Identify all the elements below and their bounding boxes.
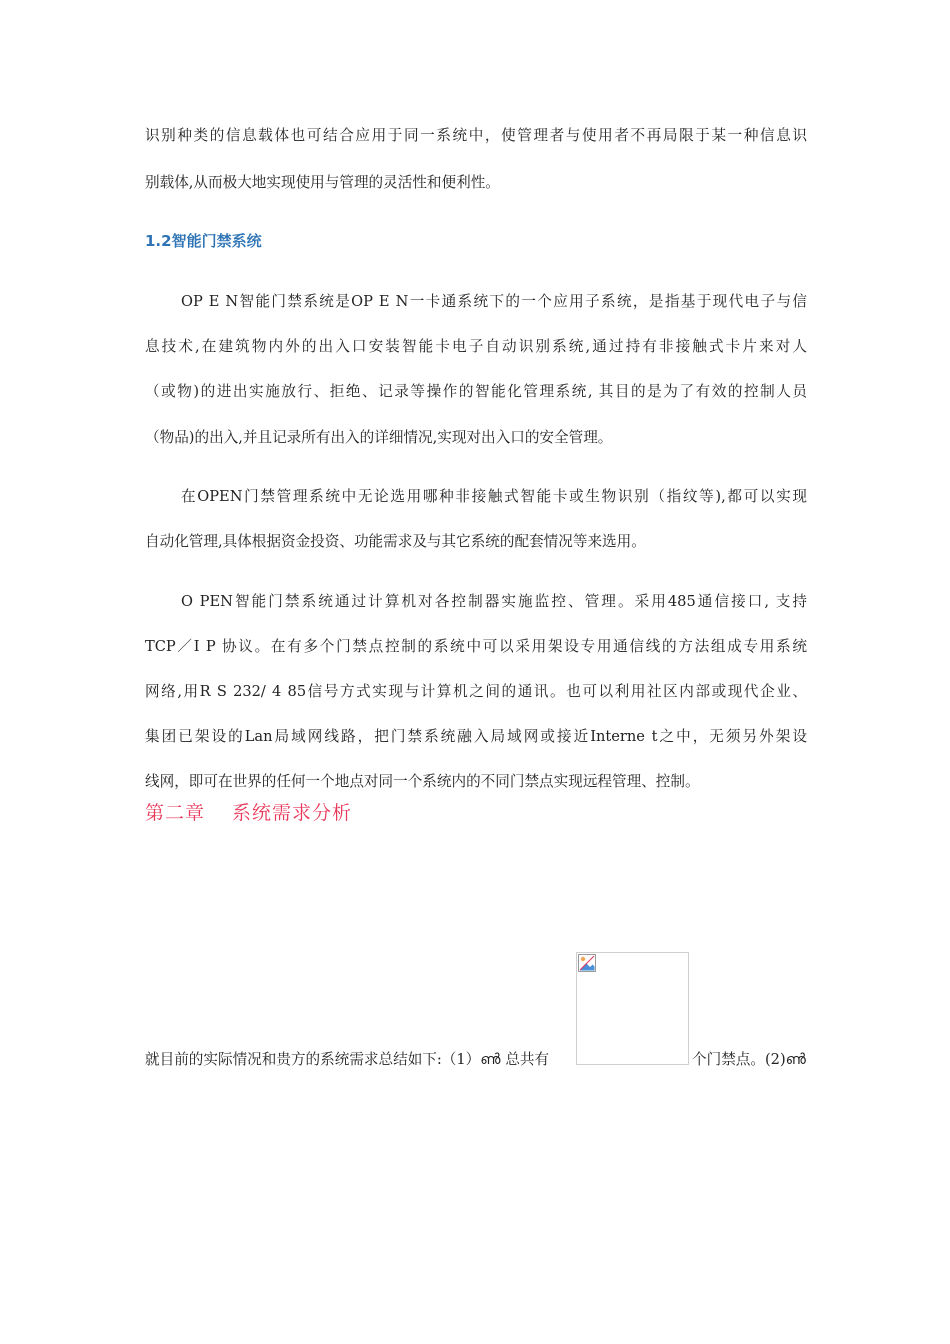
paragraph-1-line-1: 识别种类的信息载体也可结合应用于同一系统中，使管理者与使用者不再局限于某一种信息识 xyxy=(145,127,807,144)
paragraph-4-line-4: 集团已架设的Lan局域网线路，把门禁系统融入局域网或接近Interne t之中，无须另外架设 xyxy=(145,728,807,745)
chapter-2-heading: 第二章 系统需求分析 xyxy=(145,802,353,824)
paragraph-2-line-2: 息技术,在建筑物内外的出入口安装智能卡电子自动识别系统,通过持有非接触式卡片来对人 xyxy=(145,338,807,355)
paragraph-3-line-1: 在OPEN门禁管理系统中无论选用哪种非接触式智能卡或生物识别（指纹等),都可以实现 xyxy=(181,488,807,505)
paragraph-4-line-2: TCP／I P 协议。在有多个门禁点控制的系统中可以采用架设专用通信线的方法组成专用系统 xyxy=(145,638,807,655)
summary-line-right: 个门禁点。(2)ൺ xyxy=(692,1051,807,1068)
broken-image-icon xyxy=(578,954,596,972)
section-heading-1-2: 1.2智能门禁系统 xyxy=(145,232,262,250)
paragraph-4-line-3: 网络,用R S 232/ 4 85信号方式实现与计算机之间的通讯。也可以利用社区内部或现代企业、 xyxy=(145,683,807,700)
paragraph-3-line-2: 自动化管理,具体根据资金投资、功能需求及与其它系统的配套情况等来选用。 xyxy=(145,533,646,550)
paragraph-2-line-1: OP E N智能门禁系统是OP E N一卡通系统下的一个应用子系统，是指基于现代电子与信 xyxy=(181,293,807,310)
broken-image-placeholder xyxy=(576,952,689,1065)
paragraph-4-line-1: O PEN智能门禁系统通过计算机对各控制器实施监控、管理。采用485通信接口, 支持 xyxy=(181,593,807,610)
paragraph-4-line-5: 线网，即可在世界的任何一个地点对同一个系统内的不同门禁点实现远程管理、控制。 xyxy=(145,773,700,790)
paragraph-2-line-4: （物品)的出入,并且记录所有出入的详细情况,实现对出入口的安全管理。 xyxy=(145,429,613,446)
paragraph-1-line-2: 别载体,从而极大地实现使用与管理的灵活性和便利性。 xyxy=(145,174,500,191)
summary-line-left: 就目前的实际情况和贵方的系统需求总结如下:（1）ൺ 总共有 xyxy=(145,1051,550,1068)
paragraph-2-line-3: （或物)的进出实施放行、拒绝、记录等操作的智能化管理系统, 其目的是为了有效的控制人员 xyxy=(145,383,807,400)
